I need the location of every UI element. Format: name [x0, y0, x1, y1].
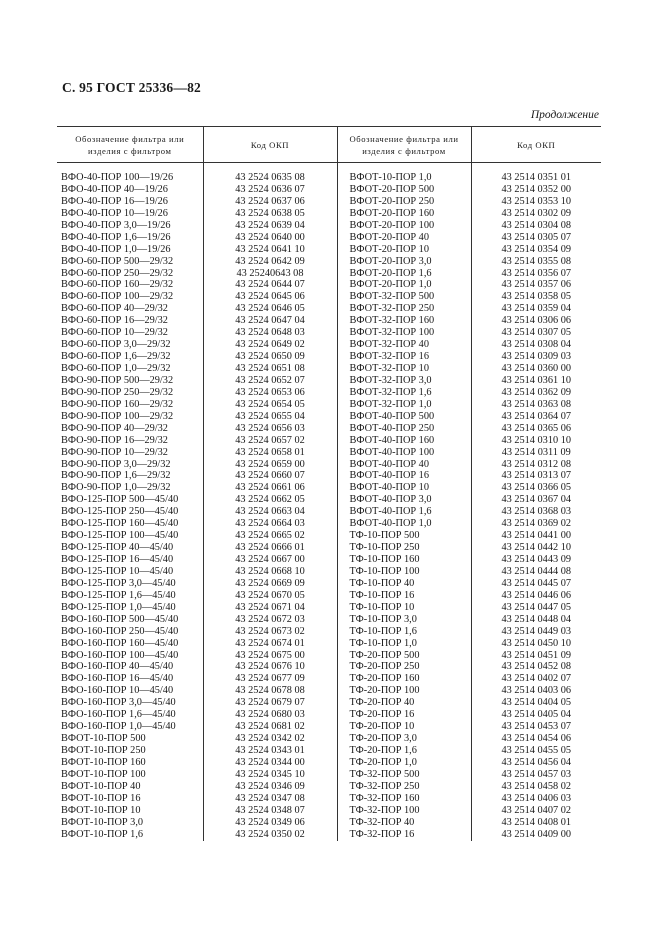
table-row — [57, 626, 601, 638]
okp-code-cell: 43 2524 0346 09 — [203, 781, 337, 793]
okp-code-cell: 43 2514 0457 03 — [471, 769, 601, 781]
table-row — [57, 745, 601, 757]
okp-code-cell: 43 2524 0657 02 — [203, 435, 337, 447]
okp-code-cell: 43 2524 0650 09 — [203, 351, 337, 363]
filter-designation-cell: ВФО-160-ПОР 3,0—45/40 — [61, 697, 176, 709]
table-row — [57, 447, 601, 459]
filter-designation-cell: ТФ-32-ПОР 160 — [337, 793, 471, 805]
filter-designation-cell: ВФО-60-ПОР 250—29/32 — [61, 267, 174, 279]
okp-code-cell: 43 2514 0404 05 — [471, 697, 601, 709]
table-row — [57, 279, 601, 291]
filter-designation-cell: ВФО-160-ПОР 160—45/40 — [61, 637, 179, 649]
filter-designation-cell: ВФОТ-20-ПОР 1,0 — [337, 279, 471, 291]
filter-designation-cell: ВФОТ-20-ПОР 100 — [337, 220, 471, 232]
table-row — [57, 363, 601, 375]
filter-designation-cell: ВФО-125-ПОР 500—45/40 — [61, 494, 179, 506]
okp-code-cell: 43 2514 0408 01 — [471, 817, 601, 829]
filter-designation-cell: ВФОТ-10-ПОР 500 — [61, 733, 146, 745]
filter-designation-cell: ТФ-20-ПОР 100 — [337, 685, 471, 697]
filter-designation-cell: ВФО-90-ПОР 1,6—29/32 — [61, 470, 171, 482]
header-filter-designation: Обозначение фильтра или изделия с фильтром — [57, 127, 203, 163]
okp-code-cell: 43 2514 0307 05 — [471, 327, 601, 339]
okp-code-cell: 43 2514 0355 08 — [471, 256, 601, 268]
header-okp-code: Код ОКП — [203, 127, 337, 163]
table-row — [57, 530, 601, 542]
table-row — [57, 459, 601, 471]
filter-designation-cell: ВФО-90-ПОР 100—29/32 — [61, 410, 174, 422]
header-okp-code-2: Код ОКП — [471, 127, 601, 163]
okp-code-cell: 43 2514 0358 05 — [471, 291, 601, 303]
filter-designation-cell: ВФО-40-ПОР 1,6—19/26 — [61, 231, 171, 243]
okp-code-cell: 43 2514 0405 04 — [471, 709, 601, 721]
okp-code-cell: 43 2514 0455 05 — [471, 745, 601, 757]
filter-designation-cell: ВФОТ-32-ПОР 250 — [337, 303, 471, 315]
filter-designation-cell: ВФО-60-ПОР 10—29/32 — [61, 327, 168, 339]
table-row — [57, 733, 601, 745]
filter-designation-cell: ВФОТ-32-ПОР 10 — [337, 363, 471, 375]
table-row — [57, 554, 601, 566]
filter-designation-cell: ТФ-10-ПОР 1,6 — [337, 626, 471, 638]
okp-code-cell: 43 2514 0446 06 — [471, 590, 601, 602]
filter-designation-cell: ВФОТ-40-ПОР 1,6 — [337, 506, 471, 518]
okp-code-cell: 43 2524 0344 00 — [203, 757, 337, 769]
filter-designation-cell: ВФО-125-ПОР 40—45/40 — [61, 542, 174, 554]
table-row — [57, 757, 601, 769]
table-row — [57, 793, 601, 805]
filter-designation-cell: ТФ-20-ПОР 250 — [337, 661, 471, 673]
filter-designation-cell: ВФО-40-ПОР 1,0—19/26 — [61, 243, 171, 255]
filter-designation-cell: ВФОТ-10-ПОР 40 — [61, 780, 141, 792]
filter-designation-cell: ТФ-10-ПОР 100 — [337, 566, 471, 578]
okp-code-cell: 43 2524 0675 00 — [203, 650, 337, 662]
okp-code-cell: 43 2514 0448 04 — [471, 614, 601, 626]
okp-code-cell: 43 2524 0350 02 — [203, 829, 337, 841]
okp-code-cell: 43 2524 0669 09 — [203, 578, 337, 590]
filter-designation-cell: ВФО-90-ПОР 10—29/32 — [61, 446, 168, 458]
filter-designation-cell: ВФО-40-ПОР 10—19/26 — [61, 207, 168, 219]
okp-code-cell: 43 2524 0342 02 — [203, 733, 337, 745]
okp-code-cell: 43 2524 0645 06 — [203, 291, 337, 303]
okp-code-cell: 43 2514 0361 10 — [471, 375, 601, 387]
filter-designation-cell: ВФОТ-10-ПОР 1,6 — [61, 828, 144, 840]
okp-code-cell: 43 2514 0369 02 — [471, 518, 601, 530]
okp-code-cell: 43 2524 0649 02 — [203, 339, 337, 351]
filter-designation-cell: ВФОТ-32-ПОР 16 — [337, 351, 471, 363]
filter-designation-cell: ТФ-10-ПОР 160 — [337, 554, 471, 566]
okp-code-cell: 43 2514 0364 07 — [471, 411, 601, 423]
okp-code-cell: 43 2514 0366 05 — [471, 482, 601, 494]
table-row — [57, 602, 601, 614]
filter-designation-cell: ТФ-10-ПОР 500 — [337, 530, 471, 542]
table-row — [57, 650, 601, 662]
filter-designation-cell: ВФОТ-32-ПОР 1,0 — [337, 399, 471, 411]
okp-code-cell: 43 2524 0660 07 — [203, 470, 337, 482]
okp-code-cell: 43 2524 0659 00 — [203, 459, 337, 471]
continuation-label: Продолжение — [530, 109, 599, 121]
spacer-cell — [471, 163, 601, 173]
okp-code-cell: 43 2514 0451 09 — [471, 650, 601, 662]
okp-code-cell: 43 2514 0407 02 — [471, 805, 601, 817]
okp-code-cell: 43 2514 0304 08 — [471, 220, 601, 232]
filter-designation-cell: ВФО-125-ПОР 100—45/40 — [61, 530, 179, 542]
spacer-cell — [337, 163, 471, 173]
table-row — [57, 709, 601, 721]
okp-code-cell: 43 2514 0309 03 — [471, 351, 601, 363]
filter-designation-cell: ВФО-160-ПОР 1,6—45/40 — [61, 709, 176, 721]
table-row — [57, 315, 601, 327]
okp-code-cell: 43 2514 0353 10 — [471, 196, 601, 208]
okp-code-cell: 43 2514 0352 00 — [471, 184, 601, 196]
filter-designation-cell: ТФ-20-ПОР 3,0 — [337, 733, 471, 745]
filter-designation-cell: ВФОТ-20-ПОР 10 — [337, 244, 471, 256]
filter-designation-cell: ТФ-20-ПОР 1,6 — [337, 745, 471, 757]
okp-code-cell: 43 2524 0681 02 — [203, 721, 337, 733]
table-row — [57, 805, 601, 817]
okp-code-cell: 43 2514 0306 06 — [471, 315, 601, 327]
table-row — [57, 769, 601, 781]
filter-designation-cell: ТФ-32-ПОР 16 — [337, 829, 471, 841]
okp-code-cell: 43 2524 0666 01 — [203, 542, 337, 554]
table-row — [57, 661, 601, 673]
filter-designation-cell: ВФОТ-20-ПОР 3,0 — [337, 256, 471, 268]
okp-code-cell: 43 2514 0311 09 — [471, 447, 601, 459]
filter-designation-cell: ВФО-40-ПОР 16—19/26 — [61, 195, 168, 207]
filter-designation-cell: ВФОТ-10-ПОР 3,0 — [61, 816, 144, 828]
okp-code-cell: 43 2524 0661 06 — [203, 482, 337, 494]
table-body — [57, 163, 601, 841]
okp-code-cell: 43 2524 0635 08 — [203, 172, 337, 184]
filter-designation-cell: ВФОТ-40-ПОР 160 — [337, 435, 471, 447]
header-filter-designation-2: Обозначение фильтра или изделия с фильтром — [337, 127, 471, 163]
filter-designation-cell: ВФОТ-10-ПОР 16 — [61, 792, 141, 804]
okp-code-cell: 43 2524 0639 04 — [203, 220, 337, 232]
filter-designation-cell: ВФОТ-32-ПОР 3,0 — [337, 375, 471, 387]
table-row — [57, 291, 601, 303]
okp-code-cell: 43 2524 0673 02 — [203, 626, 337, 638]
okp-code-cell: 43 2514 0452 08 — [471, 661, 601, 673]
okp-code-cell: 43 2524 0678 08 — [203, 685, 337, 697]
filter-designation-cell: ТФ-20-ПОР 16 — [337, 709, 471, 721]
filter-designation-cell: ВФОТ-32-ПОР 500 — [337, 291, 471, 303]
table-row — [57, 220, 601, 232]
filter-designation-cell: ТФ-32-ПОР 250 — [337, 781, 471, 793]
filter-designation-cell: ТФ-10-ПОР 16 — [337, 590, 471, 602]
table-header-row — [57, 127, 601, 163]
filter-designation-cell: ВФОТ-20-ПОР 500 — [337, 184, 471, 196]
okp-code-cell: 43 2524 0644 07 — [203, 279, 337, 291]
table-row — [57, 590, 601, 602]
okp-code-cell: 43 2514 0302 09 — [471, 208, 601, 220]
filter-designation-cell: ВФОТ-32-ПОР 40 — [337, 339, 471, 351]
okp-code-cell: 43 2524 0668 10 — [203, 566, 337, 578]
filter-designation-cell: ТФ-32-ПОР 40 — [337, 817, 471, 829]
okp-code-cell: 43 2514 0351 01 — [471, 172, 601, 184]
okp-code-cell: 43 2514 0362 09 — [471, 387, 601, 399]
okp-code-cell: 43 2524 0349 06 — [203, 817, 337, 829]
table-row — [57, 697, 601, 709]
okp-code-cell: 43 2524 0636 07 — [203, 184, 337, 196]
filter-designation-cell: ВФО-125-ПОР 3,0—45/40 — [61, 577, 176, 589]
table-row — [57, 482, 601, 494]
spacer-cell — [57, 163, 203, 173]
okp-code-cell: 43 2524 0654 05 — [203, 399, 337, 411]
filter-designation-cell: ВФО-160-ПОР 500—45/40 — [61, 613, 179, 625]
okp-code-cell: 43 2514 0443 09 — [471, 554, 601, 566]
okp-code-cell: 43 2524 0637 06 — [203, 196, 337, 208]
filter-designation-cell: ТФ-10-ПОР 40 — [337, 578, 471, 590]
okp-code-cell: 43 2524 0638 05 — [203, 208, 337, 220]
filter-designation-cell: ВФОТ-10-ПОР 250 — [61, 745, 146, 756]
okp-code-cell: 43 2514 0308 04 — [471, 339, 601, 351]
table-row — [57, 232, 601, 244]
okp-code-cell: 43 2514 0458 02 — [471, 781, 601, 793]
filter-designation-cell: ВФО-125-ПОР 10—45/40 — [61, 565, 174, 577]
okp-code-cell: 43 2524 0648 03 — [203, 327, 337, 339]
table-row — [57, 506, 601, 518]
okp-code-cell: 43 2524 0663 04 — [203, 506, 337, 518]
filter-designation-cell: ТФ-20-ПОР 40 — [337, 697, 471, 709]
filter-designation-cell: ВФОТ-40-ПОР 16 — [337, 470, 471, 482]
table-spacer-row — [57, 163, 601, 173]
filter-designation-cell: ВФОТ-10-ПОР 100 — [61, 768, 146, 780]
okp-code-cell: 43 2524 0679 07 — [203, 697, 337, 709]
filter-designation-cell: ВФО-125-ПОР 160—45/40 — [61, 518, 179, 530]
filter-designation-cell: ВФОТ-32-ПОР 160 — [337, 315, 471, 327]
filter-designation-cell: ВФОТ-40-ПОР 100 — [337, 447, 471, 459]
okp-code-cell: 43 2514 0363 08 — [471, 399, 601, 411]
okp-code-cell: 43 2524 0646 05 — [203, 303, 337, 315]
filter-designation-cell: ВФОТ-40-ПОР 500 — [337, 411, 471, 423]
okp-code-cell: 43 2514 0450 10 — [471, 638, 601, 650]
filter-designation-cell: ВФО-90-ПОР 3,0—29/32 — [61, 458, 171, 470]
okp-code-cell: 43 2524 0677 09 — [203, 673, 337, 685]
okp-code-cell: 43 2514 0449 03 — [471, 626, 601, 638]
filter-designation-cell: ВФО-160-ПОР 1,0—45/40 — [61, 721, 176, 733]
okp-code-cell: 43 2524 0665 02 — [203, 530, 337, 542]
filter-designation-cell: ВФОТ-20-ПОР 40 — [337, 232, 471, 244]
table-row — [57, 423, 601, 435]
filter-designation-cell: ВФО-60-ПОР 500—29/32 — [61, 255, 174, 267]
table-row — [57, 829, 601, 841]
okp-code-cell: 43 25240643 08 — [203, 268, 337, 280]
okp-code-cell: 43 2524 0680 03 — [203, 709, 337, 721]
filter-designation-cell: ВФО-125-ПОР 1,6—45/40 — [61, 589, 176, 601]
okp-code-cell: 43 2524 0345 10 — [203, 769, 337, 781]
okp-code-cell: 43 2514 0409 00 — [471, 829, 601, 841]
table-row — [57, 411, 601, 423]
filter-designation-cell: ВФОТ-40-ПОР 10 — [337, 482, 471, 494]
table-row — [57, 435, 601, 447]
okp-code-cell: 43 2514 0354 09 — [471, 244, 601, 256]
table-row — [57, 256, 601, 268]
table-row — [57, 578, 601, 590]
filter-designation-cell: ВФО-60-ПОР 3,0—29/32 — [61, 339, 171, 351]
okp-code-cell: 43 2514 0445 07 — [471, 578, 601, 590]
table-row — [57, 518, 601, 530]
filter-designation-cell: ВФО-60-ПОР 1,6—29/32 — [61, 351, 171, 363]
filter-designation-cell: ТФ-32-ПОР 500 — [337, 769, 471, 781]
filter-designation-cell: ТФ-20-ПОР 1,0 — [337, 757, 471, 769]
table-row — [57, 196, 601, 208]
filter-designation-cell: ВФО-125-ПОР 250—45/40 — [61, 506, 179, 518]
filter-designation-cell: ВФОТ-20-ПОР 250 — [337, 196, 471, 208]
filter-designation-cell: ВФО-60-ПОР 1,0—29/32 — [61, 363, 171, 374]
filter-designation-cell: ТФ-20-ПОР 500 — [337, 650, 471, 662]
filter-designation-cell: ВФОТ-40-ПОР 250 — [337, 423, 471, 435]
filter-designation-cell: ВФОТ-10-ПОР 1,0 — [337, 172, 471, 184]
okp-code-cell: 43 2514 0305 07 — [471, 232, 601, 244]
okp-code-cell: 43 2514 0367 04 — [471, 494, 601, 506]
filter-designation-cell: ВФОТ-40-ПОР 40 — [337, 459, 471, 471]
filter-designation-cell: ТФ-10-ПОР 250 — [337, 542, 471, 554]
filter-designation-cell: ВФО-160-ПОР 250—45/40 — [61, 625, 179, 637]
okp-code-cell: 43 2514 0442 10 — [471, 542, 601, 554]
filter-designation-cell: ВФО-160-ПОР 16—45/40 — [61, 673, 174, 685]
table-row — [57, 566, 601, 578]
table-row — [57, 387, 601, 399]
filter-designation-cell: ВФО-40-ПОР 3,0—19/26 — [61, 219, 171, 231]
filter-designation-cell: ВФО-90-ПОР 250—29/32 — [61, 386, 174, 398]
filter-designation-cell: ВФОТ-32-ПОР 100 — [337, 327, 471, 339]
filter-designation-cell: ВФОТ-40-ПОР 1,0 — [337, 518, 471, 530]
table-row — [57, 399, 601, 411]
okp-code-cell: 43 2514 0310 10 — [471, 435, 601, 447]
filter-designation-cell: ВФОТ-10-ПОР 10 — [61, 804, 141, 816]
filter-designation-cell: ВФОТ-40-ПОР 3,0 — [337, 494, 471, 506]
okp-code-cell: 43 2524 0670 05 — [203, 590, 337, 602]
okp-code-cell: 43 2524 0672 03 — [203, 614, 337, 626]
okp-code-cell: 43 2514 0312 08 — [471, 459, 601, 471]
table-row — [57, 817, 601, 829]
filter-designation-cell: ВФОТ-10-ПОР 160 — [61, 756, 146, 768]
filter-designation-cell: ВФО-60-ПОР 100—29/32 — [61, 291, 174, 303]
table-row — [57, 268, 601, 280]
filter-designation-cell: ВФО-40-ПОР 100—19/26 — [61, 172, 174, 183]
filter-designation-cell: ВФО-160-ПОР 40—45/40 — [61, 661, 174, 673]
okp-code-cell: 43 2514 0356 07 — [471, 268, 601, 280]
okp-code-cell: 43 2514 0368 03 — [471, 506, 601, 518]
table-row — [57, 303, 601, 315]
okp-code-cell: 43 2524 0343 01 — [203, 745, 337, 757]
filter-designation-cell: ВФО-90-ПОР 16—29/32 — [61, 434, 168, 446]
okp-code-cell: 43 2524 0653 06 — [203, 387, 337, 399]
table-row — [57, 244, 601, 256]
okp-code-cell: 43 2524 0667 00 — [203, 554, 337, 566]
okp-code-cell: 43 2524 0671 04 — [203, 602, 337, 614]
okp-code-cell: 43 2524 0640 00 — [203, 232, 337, 244]
filter-designation-cell: ТФ-10-ПОР 10 — [337, 602, 471, 614]
okp-code-table — [57, 126, 601, 841]
okp-code-cell: 43 2524 0647 04 — [203, 315, 337, 327]
spacer-cell — [203, 163, 337, 173]
okp-code-cell: 43 2524 0347 08 — [203, 793, 337, 805]
filter-designation-cell: ТФ-20-ПОР 160 — [337, 673, 471, 685]
okp-code-cell: 43 2524 0658 01 — [203, 447, 337, 459]
table-row — [57, 673, 601, 685]
table-row — [57, 351, 601, 363]
filter-designation-cell: ВФОТ-20-ПОР 160 — [337, 208, 471, 220]
table-row — [57, 685, 601, 697]
okp-code-cell: 43 2514 0403 06 — [471, 685, 601, 697]
filter-designation-cell: ВФО-60-ПОР 40—29/32 — [61, 303, 168, 315]
okp-code-cell: 43 2524 0348 07 — [203, 805, 337, 817]
okp-code-cell: 43 2514 0454 06 — [471, 733, 601, 745]
filter-designation-cell: ВФО-125-ПОР 1,0—45/40 — [61, 601, 176, 613]
table-row — [57, 172, 601, 184]
okp-code-cell: 43 2514 0441 00 — [471, 530, 601, 542]
okp-code-cell: 43 2514 0447 05 — [471, 602, 601, 614]
okp-code-cell: 43 2514 0313 07 — [471, 470, 601, 482]
filter-designation-cell: ВФО-90-ПОР 1,0—29/32 — [61, 482, 171, 494]
filter-designation-cell: ВФО-40-ПОР 40—19/26 — [61, 183, 168, 195]
filter-designation-cell: ТФ-32-ПОР 100 — [337, 805, 471, 817]
filter-designation-cell: ВФО-160-ПОР 10—45/40 — [61, 685, 174, 697]
filter-designation-cell: ТФ-20-ПОР 10 — [337, 721, 471, 733]
filter-designation-cell: ВФОТ-20-ПОР 1,6 — [337, 268, 471, 280]
filter-designation-cell: ВФО-90-ПОР 500—29/32 — [61, 374, 174, 386]
okp-code-cell: 43 2514 0456 04 — [471, 757, 601, 769]
page-header: С. 95 ГОСТ 25336—82 — [62, 80, 201, 95]
table-row — [57, 470, 601, 482]
table-row — [57, 339, 601, 351]
filter-designation-cell: ТФ-10-ПОР 3,0 — [337, 614, 471, 626]
okp-code-cell: 43 2524 0642 09 — [203, 256, 337, 268]
table-row — [57, 494, 601, 506]
okp-code-cell: 43 2524 0662 05 — [203, 494, 337, 506]
table-row — [57, 542, 601, 554]
okp-code-cell: 43 2514 0360 00 — [471, 363, 601, 375]
okp-code-cell: 43 2524 0651 08 — [203, 363, 337, 375]
table-row — [57, 614, 601, 626]
okp-code-cell: 43 2514 0357 06 — [471, 279, 601, 291]
okp-code-cell: 43 2514 0402 07 — [471, 673, 601, 685]
okp-code-cell: 43 2524 0655 04 — [203, 411, 337, 423]
filter-designation-cell: ВФО-60-ПОР 160—29/32 — [61, 279, 174, 291]
okp-code-cell: 43 2524 0652 07 — [203, 375, 337, 387]
filter-designation-cell: ВФО-125-ПОР 16—45/40 — [61, 554, 174, 565]
table-row — [57, 184, 601, 196]
okp-code-cell: 43 2514 0453 07 — [471, 721, 601, 733]
filter-designation-cell: ВФО-160-ПОР 100—45/40 — [61, 649, 179, 661]
table-row — [57, 375, 601, 387]
okp-code-cell: 43 2524 0641 10 — [203, 244, 337, 256]
okp-code-cell: 43 2524 0676 10 — [203, 661, 337, 673]
okp-code-cell: 43 2524 0664 03 — [203, 518, 337, 530]
okp-code-cell: 43 2514 0406 03 — [471, 793, 601, 805]
table-row — [57, 721, 601, 733]
table-row — [57, 638, 601, 650]
filter-designation-cell: ТФ-10-ПОР 1,0 — [337, 638, 471, 650]
okp-code-cell: 43 2514 0365 06 — [471, 423, 601, 435]
filter-designation-cell: ВФОТ-32-ПОР 1,6 — [337, 387, 471, 399]
table-row — [57, 781, 601, 793]
filter-designation-cell: ВФО-60-ПОР 16—29/32 — [61, 315, 168, 327]
okp-code-cell: 43 2524 0656 03 — [203, 423, 337, 435]
filter-designation-cell: ВФО-90-ПОР 40—29/32 — [61, 422, 168, 434]
filter-designation-cell: ВФО-90-ПОР 160—29/32 — [61, 398, 174, 410]
okp-code-cell: 43 2514 0359 04 — [471, 303, 601, 315]
okp-code-cell: 43 2514 0444 08 — [471, 566, 601, 578]
table-row — [57, 208, 601, 220]
okp-code-cell: 43 2524 0674 01 — [203, 638, 337, 650]
table-row — [57, 327, 601, 339]
